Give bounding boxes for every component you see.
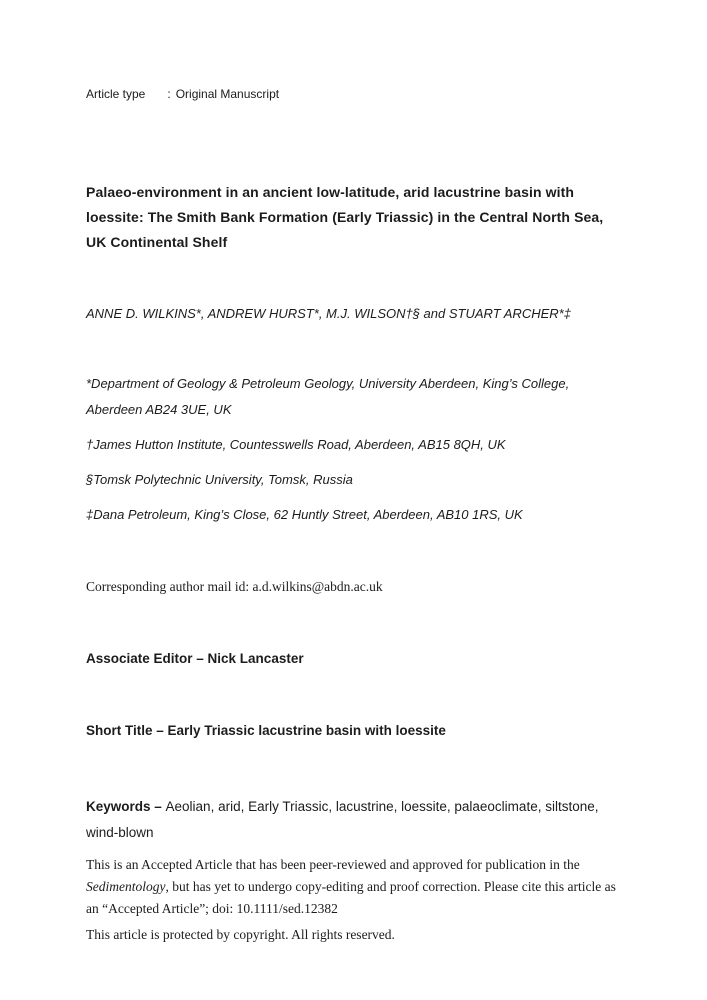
article-type-separator: :: [167, 87, 171, 101]
associate-editor-line: Associate Editor – Nick Lancaster: [86, 651, 304, 666]
accepted-article-notice: [86, 854, 627, 920]
keywords-line: [86, 794, 627, 846]
article-type-value: Original Manuscript: [175, 87, 280, 101]
affiliation-dana-petroleum: ‡Dana Petroleum, King’s Close, 62 Huntly Street, Aberdeen, AB10 1RS, UK: [86, 507, 523, 522]
corresponding-author-line: [86, 578, 627, 596]
short-title-line: Short Title – Early Triassic lacustrine basin with loessite: [86, 723, 446, 738]
affiliation-department-geology: *Department of Geology & Petroleum Geology, University Aberdeen, King’s College, Aberdeen AB24 3UE, UK: [86, 376, 570, 417]
article-type-label: Article type: [86, 87, 146, 101]
authors-line: ANNE D. WILKINS*, ANDREW HURST*, M.J. WILSON†§ and STUART ARCHER*‡: [86, 306, 571, 321]
manuscript-content: [86, 87, 627, 944]
keywords-list: Aeolian, arid, Early Triassic, lacustrine, loessite, palaeoclimate, siltstone, wind-blown: [86, 799, 599, 840]
affiliation-james-hutton-institute: †James Hutton Institute, Countesswells Road, Aberdeen, AB15 8QH, UK: [86, 437, 506, 452]
journal-name: Sedimentology: [86, 879, 166, 894]
affiliation-tomsk-polytechnic: §Tomsk Polytechnic University, Tomsk, Russia: [86, 472, 353, 487]
notice-text-after-journal: , but has yet to undergo copy-editing and proof correction. Please cite this article as an “Accepted Article”; doi: 10.1111/sed.12382: [86, 879, 616, 916]
paper-title: Palaeo-environment in an ancient low-latitude, arid lacustrine basin with loessite: The Smith Bank Formation (Early Triassic) in the Central North Sea, UK Continental Shelf: [86, 184, 604, 250]
article-type-line: [86, 87, 627, 102]
keywords-label: Keywords –: [86, 799, 166, 814]
copyright-line: This article is protected by copyright. All rights reserved.: [86, 927, 395, 942]
corresponding-author-label: Corresponding author mail id:: [86, 579, 253, 594]
corresponding-author-email: a.d.wilkins@abdn.ac.uk: [252, 579, 383, 594]
notice-text-before-journal: This is an Accepted Article that has been peer-reviewed and approved for publication in the: [86, 857, 580, 872]
affiliations-block: [86, 371, 627, 528]
